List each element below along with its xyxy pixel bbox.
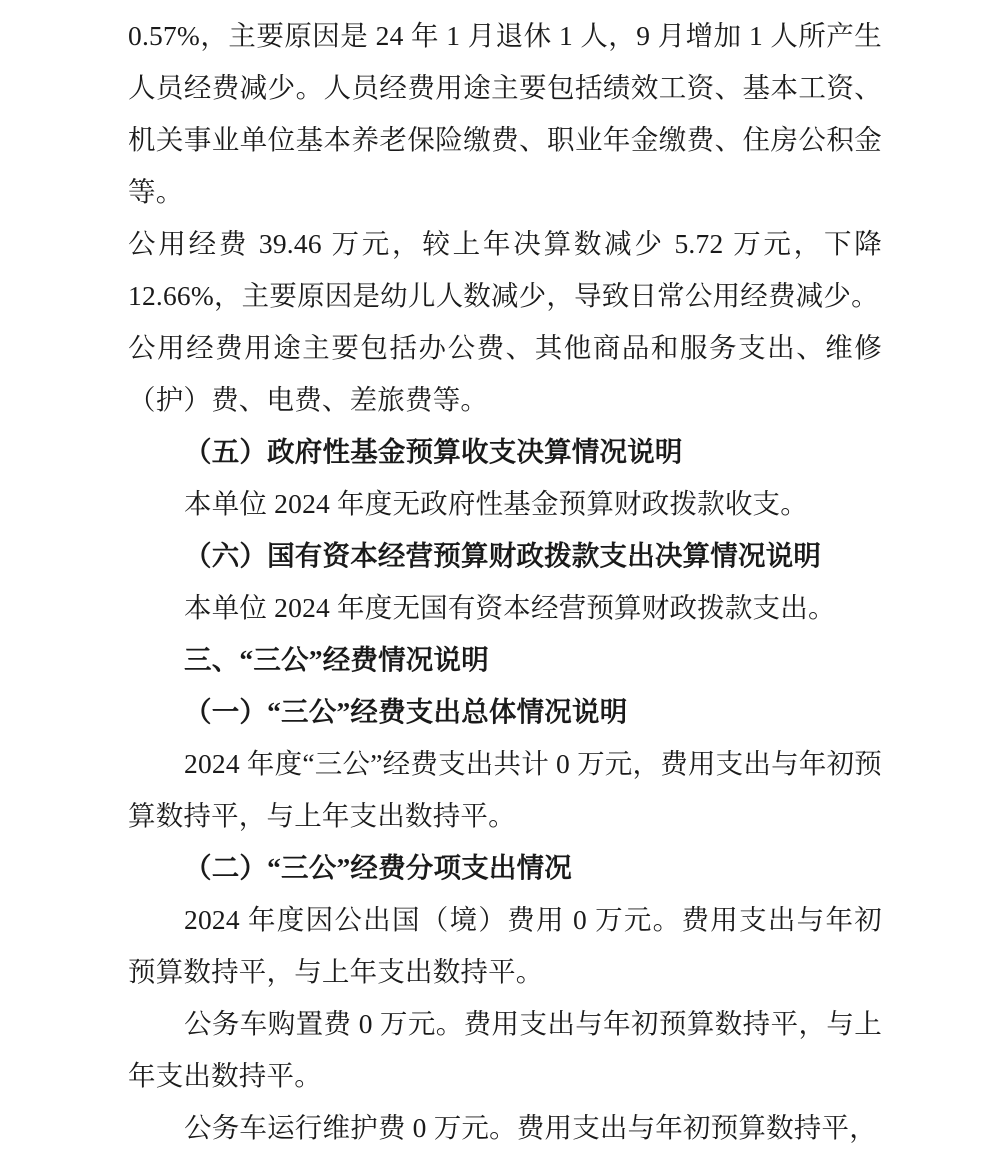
section-heading-three-public-expenses: 三、“三公”经费情况说明 bbox=[184, 644, 489, 675]
paragraph-vehicle-purchase-expense: 公务车购置费 0 万元。费用支出与年初预算数持平，与上年支出数持平。 bbox=[128, 1008, 882, 1091]
paragraph-continued-personnel-expense: 0.57%，主要原因是 24 年 1 月退休 1 人，9 月增加 1 人所产生人员经费减少。人员经费用途主要包括绩效工资、基本工资、机关事业单位基本养老保险缴费、职业年金缴费、住房公积金等。 bbox=[128, 20, 882, 207]
paragraph-overseas-travel-expense: 2024 年度因公出国（境）费用 0 万元。费用支出与年初预算数持平，与上年支出数持平。 bbox=[128, 904, 882, 987]
heading-three-public-overall: （一）“三公”经费支出总体情况说明 bbox=[184, 696, 628, 727]
heading-state-capital-operation-budget: （六）国有资本经营预算财政拨款支出决算情况说明 bbox=[184, 540, 822, 571]
paragraph-no-government-fund-budget: 本单位 2024 年度无政府性基金预算财政拨款收支。 bbox=[184, 488, 808, 519]
heading-government-fund-budget: （五）政府性基金预算收支决算情况说明 bbox=[184, 436, 683, 467]
paragraph-three-public-total: 2024 年度“三公”经费支出共计 0 万元，费用支出与年初预算数持平，与上年支出数持平。 bbox=[128, 748, 882, 831]
heading-three-public-itemized: （二）“三公”经费分项支出情况 bbox=[184, 852, 572, 883]
paragraph-public-expense-amount: 公用经费 39.46 万元，较上年决算数减少 5.72 万元，下降 12.66%，主要原因是幼儿人数减少，导致日常公用经费减少。 bbox=[128, 228, 882, 311]
paragraph-no-state-capital-operation-budget: 本单位 2024 年度无国有资本经营预算财政拨款支出。 bbox=[184, 592, 836, 623]
paragraph-vehicle-maintenance-expense: 公务车运行维护费 0 万元。费用支出与年初预算数持平， bbox=[184, 1112, 877, 1143]
paragraph-public-expense-usage: 公用经费用途主要包括办公费、其他商品和服务支出、维修（护）费、电费、差旅费等。 bbox=[128, 332, 882, 415]
